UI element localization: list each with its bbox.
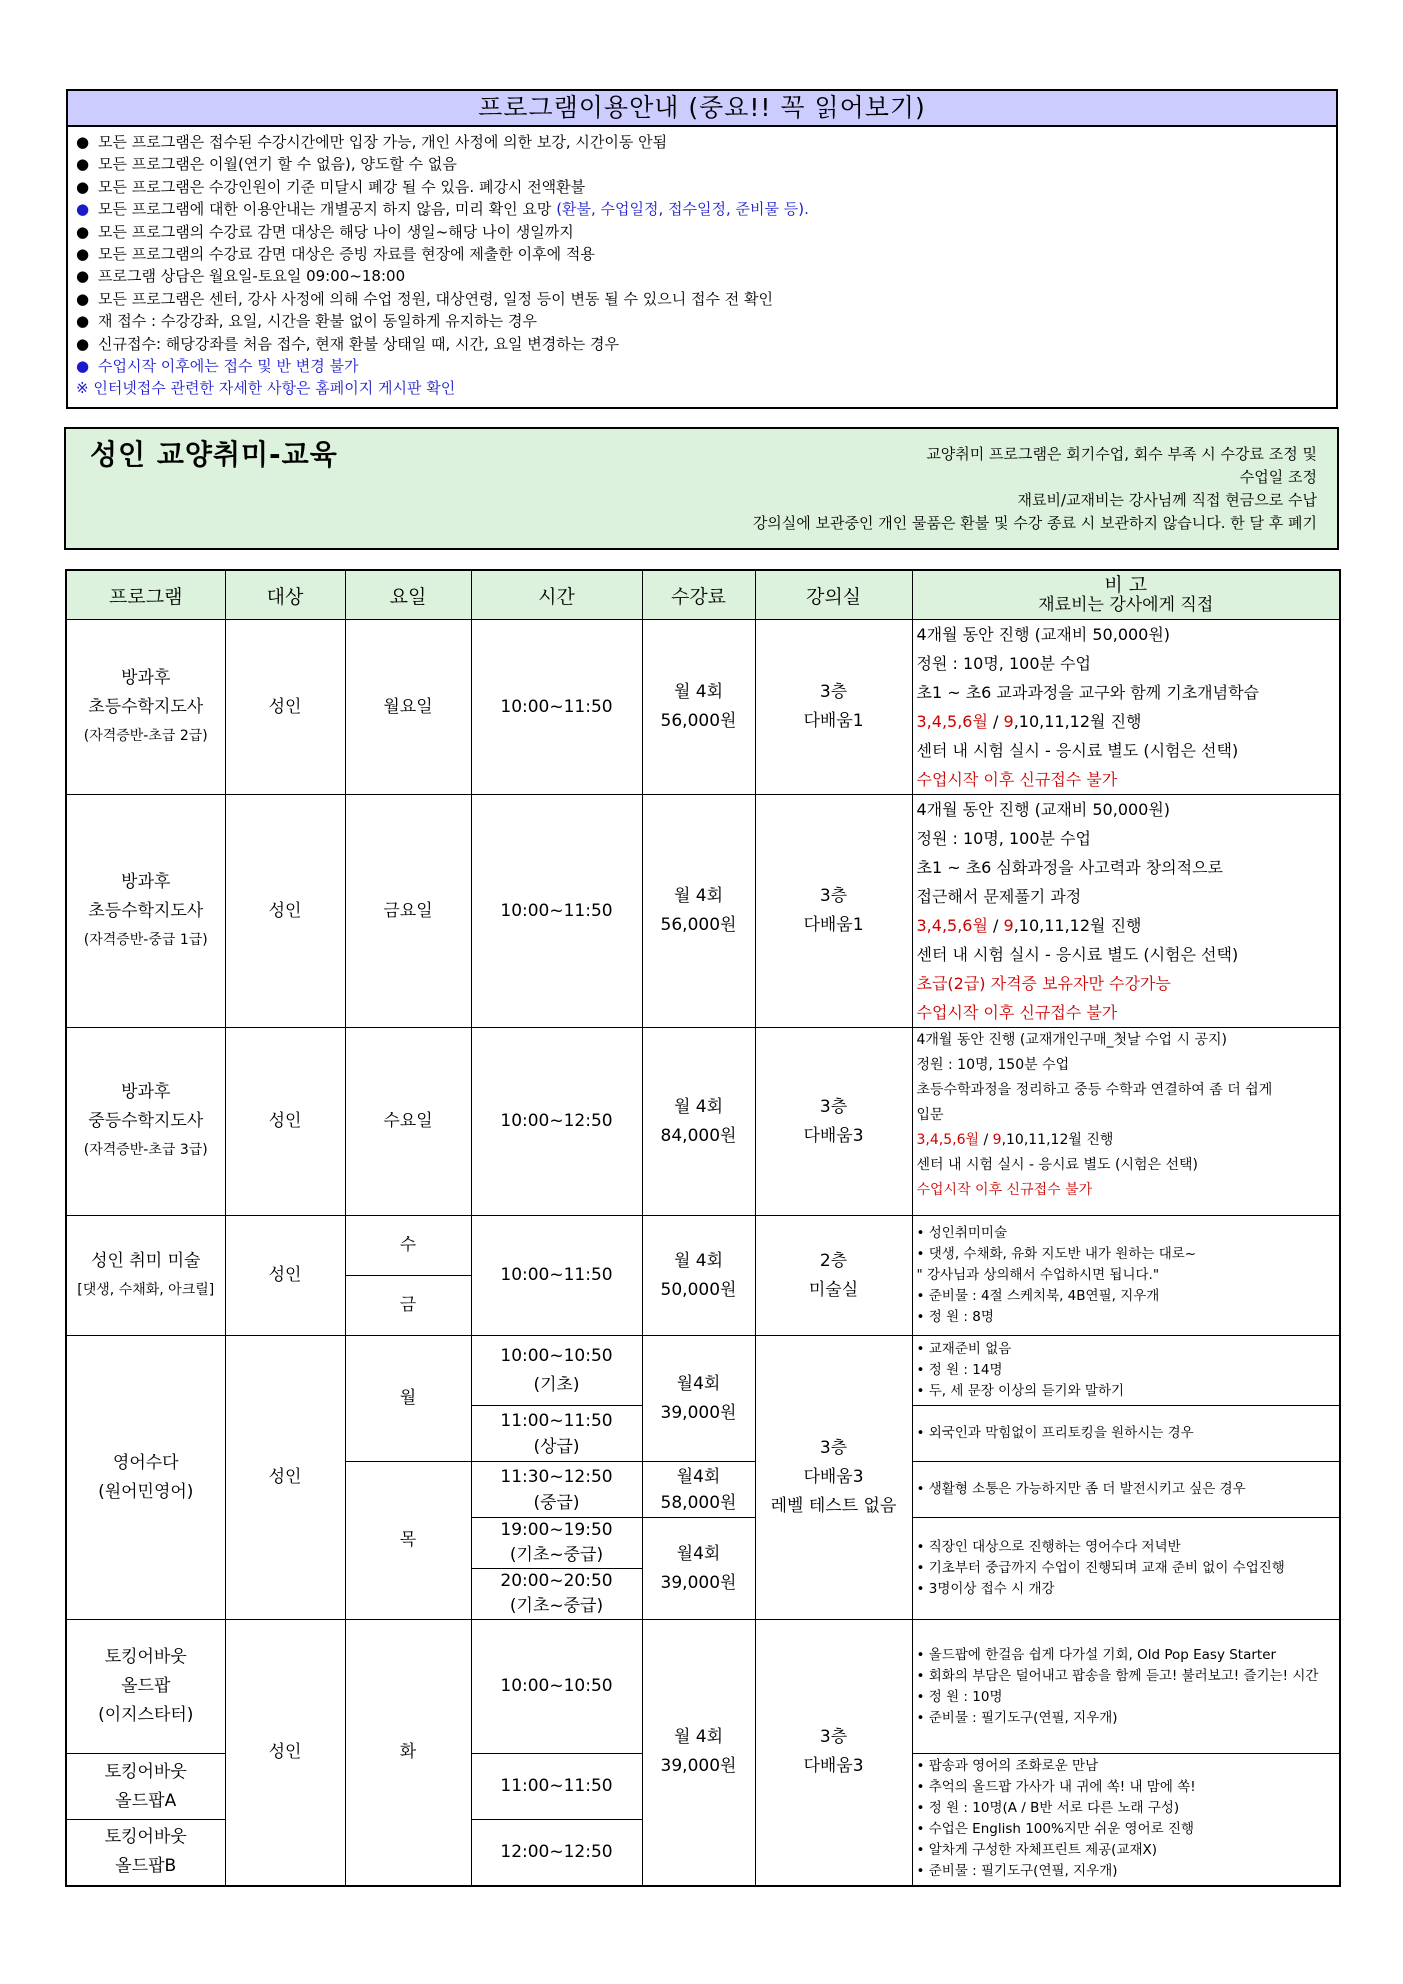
program-name: 방과후 초등수학지도사 (자격증반-초급 2급) — [66, 620, 225, 795]
time: 19:00~19:50 (기초~중급) — [471, 1518, 642, 1569]
fee: 월4회 58,000원 — [642, 1462, 755, 1518]
col-header-time: 시간 — [471, 570, 642, 620]
fee: 월 4회 50,000원 — [642, 1216, 755, 1336]
time: 10:00~11:50 — [471, 795, 642, 1028]
time: 10:00~10:50 — [471, 1620, 642, 1754]
program-name: 방과후 초등수학지도사 (자격증반-중급 1급) — [66, 795, 225, 1028]
program-table — [65, 569, 1341, 1887]
fee: 월4회 39,000원 — [642, 1518, 755, 1620]
day: 월 — [345, 1336, 471, 1462]
day: 금 — [345, 1276, 471, 1336]
time: 12:00~12:50 — [471, 1820, 642, 1886]
time: 11:00~11:50 (상급) — [471, 1406, 642, 1462]
notes: • 올드팝에 한걸음 쉽게 다가설 기회, Old Pop Easy Starter • 회화의 부담은 덜어내고 팝송을 함께 듣고! 불러보고! 즐기는! 시간 • 정 원 : 10명 • 준비물 : 필기도구(연필, 지우개) — [912, 1620, 1340, 1754]
list-item: ● 모든 프로그램은 접수된 수강시간에만 입장 가능, 개인 사정에 의한 보강, 시간이동 안됨 — [76, 131, 1336, 153]
section-notes: 교양취미 프로그램은 회기수업, 회수 부족 시 수강료 조정 및 수업일 조정 재료비/교재비는 강사님께 직접 현금으로 수납 강의실에 보관중인 개인 물품은 환불 및 수강 종료 시 보관하지 않습니다. 한 달 후 폐기 — [752, 445, 1317, 532]
list-item: ● 모든 프로그램은 센터, 강사 사정에 의해 수업 정원, 대상연령, 일정 등이 변동 될 수 있으니 접수 전 확인 — [76, 288, 1336, 310]
col-header-notes: 비 고 재료비는 강사에게 직접 — [912, 570, 1340, 620]
time: 11:30~12:50 (중급) — [471, 1462, 642, 1518]
program-name: 영어수다 (원어민영어) — [66, 1336, 225, 1620]
notes: • 외국인과 막힘없이 프리토킹을 원하시는 경우 — [912, 1406, 1340, 1462]
table-row — [66, 620, 1340, 795]
notes: 4개월 동안 진행 (교재개인구매_첫날 수업 시 공지) 정원 : 10명, 150분 수업 초등수학과정을 정리하고 중등 수학과 연결하여 좀 더 쉽게 입문 3,4,5,6월 / 9,10,11,12월 진행 센터 내 시험 실시 - 응시료 별도 (시험은 선택) 수업시작 이후 신규접수 불가 — [912, 1028, 1340, 1216]
room: 2층 미술실 — [755, 1216, 912, 1336]
target: 성인 — [225, 1336, 345, 1620]
list-item: ● 모든 프로그램의 수강료 감면 대상은 해당 나이 생일~해당 나이 생일까지 — [76, 221, 1336, 243]
list-item: ● 모든 프로그램에 대한 이용안내는 개별공지 하지 않음, 미리 확인 요망 (환불, 수업일정, 접수일정, 준비물 등). — [76, 198, 1336, 220]
table-row — [66, 795, 1340, 1028]
table-row — [66, 1028, 1340, 1216]
target: 성인 — [225, 795, 345, 1028]
section-title: 성인 교양취미-교육 — [90, 438, 338, 471]
fee: 월4회 39,000원 — [642, 1336, 755, 1462]
bullet-icon: ● — [76, 312, 90, 331]
col-header-program: 프로그램 — [66, 570, 225, 620]
notes: • 직장인 대상으로 진행하는 영어수다 저녁반 • 기초부터 중급까지 수업이 진행되며 교재 준비 없이 수업진행 • 3명이상 접수 시 개강 — [912, 1518, 1340, 1620]
notes: • 교재준비 없음 • 정 원 : 14명 • 두, 세 문장 이상의 듣기와 말하기 — [912, 1336, 1340, 1406]
room: 3층 다배움3 — [755, 1620, 912, 1886]
bullet-icon: ● — [76, 357, 90, 376]
table-header-row — [66, 570, 1340, 620]
list-item: ● 모든 프로그램은 이월(연기 할 수 없음), 양도할 수 없음 — [76, 153, 1336, 175]
bullet-icon: ● — [76, 245, 90, 264]
notes: • 생활형 소통은 가능하지만 좀 더 발전시키고 싶은 경우 — [912, 1462, 1340, 1518]
list-item: ● 모든 프로그램은 수강인원이 기준 미달시 폐강 될 수 있음. 폐강시 전액환불 — [76, 176, 1336, 198]
notes: 4개월 동안 진행 (교재비 50,000원) 정원 : 10명, 100분 수업 초1 ~ 초6 심화과정을 사고력과 창의적으로 접근해서 문제풀기 과정 3,4,5,6월 / 9,10,11,12월 진행 센터 내 시험 실시 - 응시료 별도 (시험은 선택) 초급(2급) 자격증 보유자만 수강가능 수업시작 이후 신규접수 불가 — [912, 795, 1340, 1028]
list-item: ● 재 접수 : 수강강좌, 요일, 시간을 환불 없이 동일하게 유지하는 경우 — [76, 310, 1336, 332]
notice-list — [68, 127, 1336, 400]
target: 성인 — [225, 1028, 345, 1216]
section-header — [64, 427, 1339, 550]
room: 3층 다배움3 레벨 테스트 없음 — [755, 1336, 912, 1620]
table-row — [66, 1336, 1340, 1406]
col-header-day: 요일 — [345, 570, 471, 620]
bullet-icon: ● — [76, 289, 90, 308]
notes: • 팝송과 영어의 조화로운 만남 • 추억의 올드팝 가사가 내 귀에 쏙! 내 맘에 쏙! • 정 원 : 10명(A / B반 서로 다른 노래 구성) • 수업은 English 100%지만 쉬운 영어로 진행 • 알차게 구성한 자체프린트 제공(교재X) • 준비물 : 필기도구(연필, 지우개) — [912, 1754, 1340, 1886]
bullet-icon: ● — [76, 200, 90, 219]
room: 3층 다배움3 — [755, 1028, 912, 1216]
fee: 월 4회 39,000원 — [642, 1620, 755, 1886]
notice-box — [66, 89, 1338, 409]
notes: 4개월 동안 진행 (교재비 50,000원) 정원 : 10명, 100분 수업 초1 ~ 초6 교과과정을 교구와 함께 기초개념학습 3,4,5,6월 / 9,10,11,12월 진행 센터 내 시험 실시 - 응시료 별도 (시험은 선택) 수업시작 이후 신규접수 불가 — [912, 620, 1340, 795]
day: 금요일 — [345, 795, 471, 1028]
bullet-icon: ● — [76, 267, 90, 286]
notice-title: 프로그램이용안내 (중요!! 꼭 읽어보기) — [68, 91, 1336, 127]
col-header-target: 대상 — [225, 570, 345, 620]
fee: 월 4회 56,000원 — [642, 620, 755, 795]
bullet-icon: ● — [76, 155, 90, 174]
room: 3층 다배움1 — [755, 620, 912, 795]
list-item: ● 모든 프로그램의 수강료 감면 대상은 증빙 자료를 현장에 제출한 이후에 적용 — [76, 243, 1336, 265]
bullet-icon: ● — [76, 334, 90, 353]
target: 성인 — [225, 620, 345, 795]
bullet-icon: ● — [76, 133, 90, 151]
list-item: ● 프로그램 상담은 월요일-토요일 09:00~18:00 — [76, 265, 1336, 287]
day: 목 — [345, 1462, 471, 1620]
fee: 월 4회 56,000원 — [642, 795, 755, 1028]
day: 화 — [345, 1620, 471, 1886]
list-item: ● 신규접수: 해당강좌를 처음 접수, 현재 환불 상태일 때, 시간, 요일 변경하는 경우 — [76, 333, 1336, 355]
program-name: 토킹어바웃 올드팝 (이지스타터) — [66, 1620, 225, 1754]
bullet-icon: ● — [76, 177, 90, 196]
target: 성인 — [225, 1620, 345, 1886]
time: 20:00~20:50 (기초~중급) — [471, 1569, 642, 1620]
program-name: 토킹어바웃 올드팝B — [66, 1820, 225, 1886]
program-name: 방과후 중등수학지도사 (자격증반-초급 3급) — [66, 1028, 225, 1216]
program-name: 토킹어바웃 올드팝A — [66, 1754, 225, 1820]
bullet-icon: ● — [76, 222, 90, 241]
notes: • 성인취미미술 • 댓생, 수채화, 유화 지도반 내가 원하는 대로~ " 강사님과 상의해서 수업하시면 됩니다." • 준비물 : 4절 스케치북, 4B연필, 지우개 • 정 원 : 8명 — [912, 1216, 1340, 1336]
time: 10:00~11:50 — [471, 620, 642, 795]
time: 10:00~11:50 — [471, 1216, 642, 1336]
table-row — [66, 1620, 1340, 1754]
time: 11:00~11:50 — [471, 1754, 642, 1820]
table-row — [66, 1216, 1340, 1276]
notice-last: ※ 인터넷접수 관련한 자세한 사항은 홈페이지 게시판 확인 — [76, 379, 456, 398]
fee: 월 4회 84,000원 — [642, 1028, 755, 1216]
target: 성인 — [225, 1216, 345, 1336]
time: 10:00~10:50 (기초) — [471, 1336, 642, 1406]
room: 3층 다배움1 — [755, 795, 912, 1028]
col-header-fee: 수강료 — [642, 570, 755, 620]
list-item: ● 수업시작 이후에는 접수 및 반 변경 불가 — [76, 355, 1336, 377]
day: 월요일 — [345, 620, 471, 795]
col-header-room: 강의실 — [755, 570, 912, 620]
program-name: 성인 취미 미술 [댓생, 수채화, 아크릴] — [66, 1216, 225, 1336]
day: 수요일 — [345, 1028, 471, 1216]
time: 10:00~12:50 — [471, 1028, 642, 1216]
day: 수 — [345, 1216, 471, 1276]
